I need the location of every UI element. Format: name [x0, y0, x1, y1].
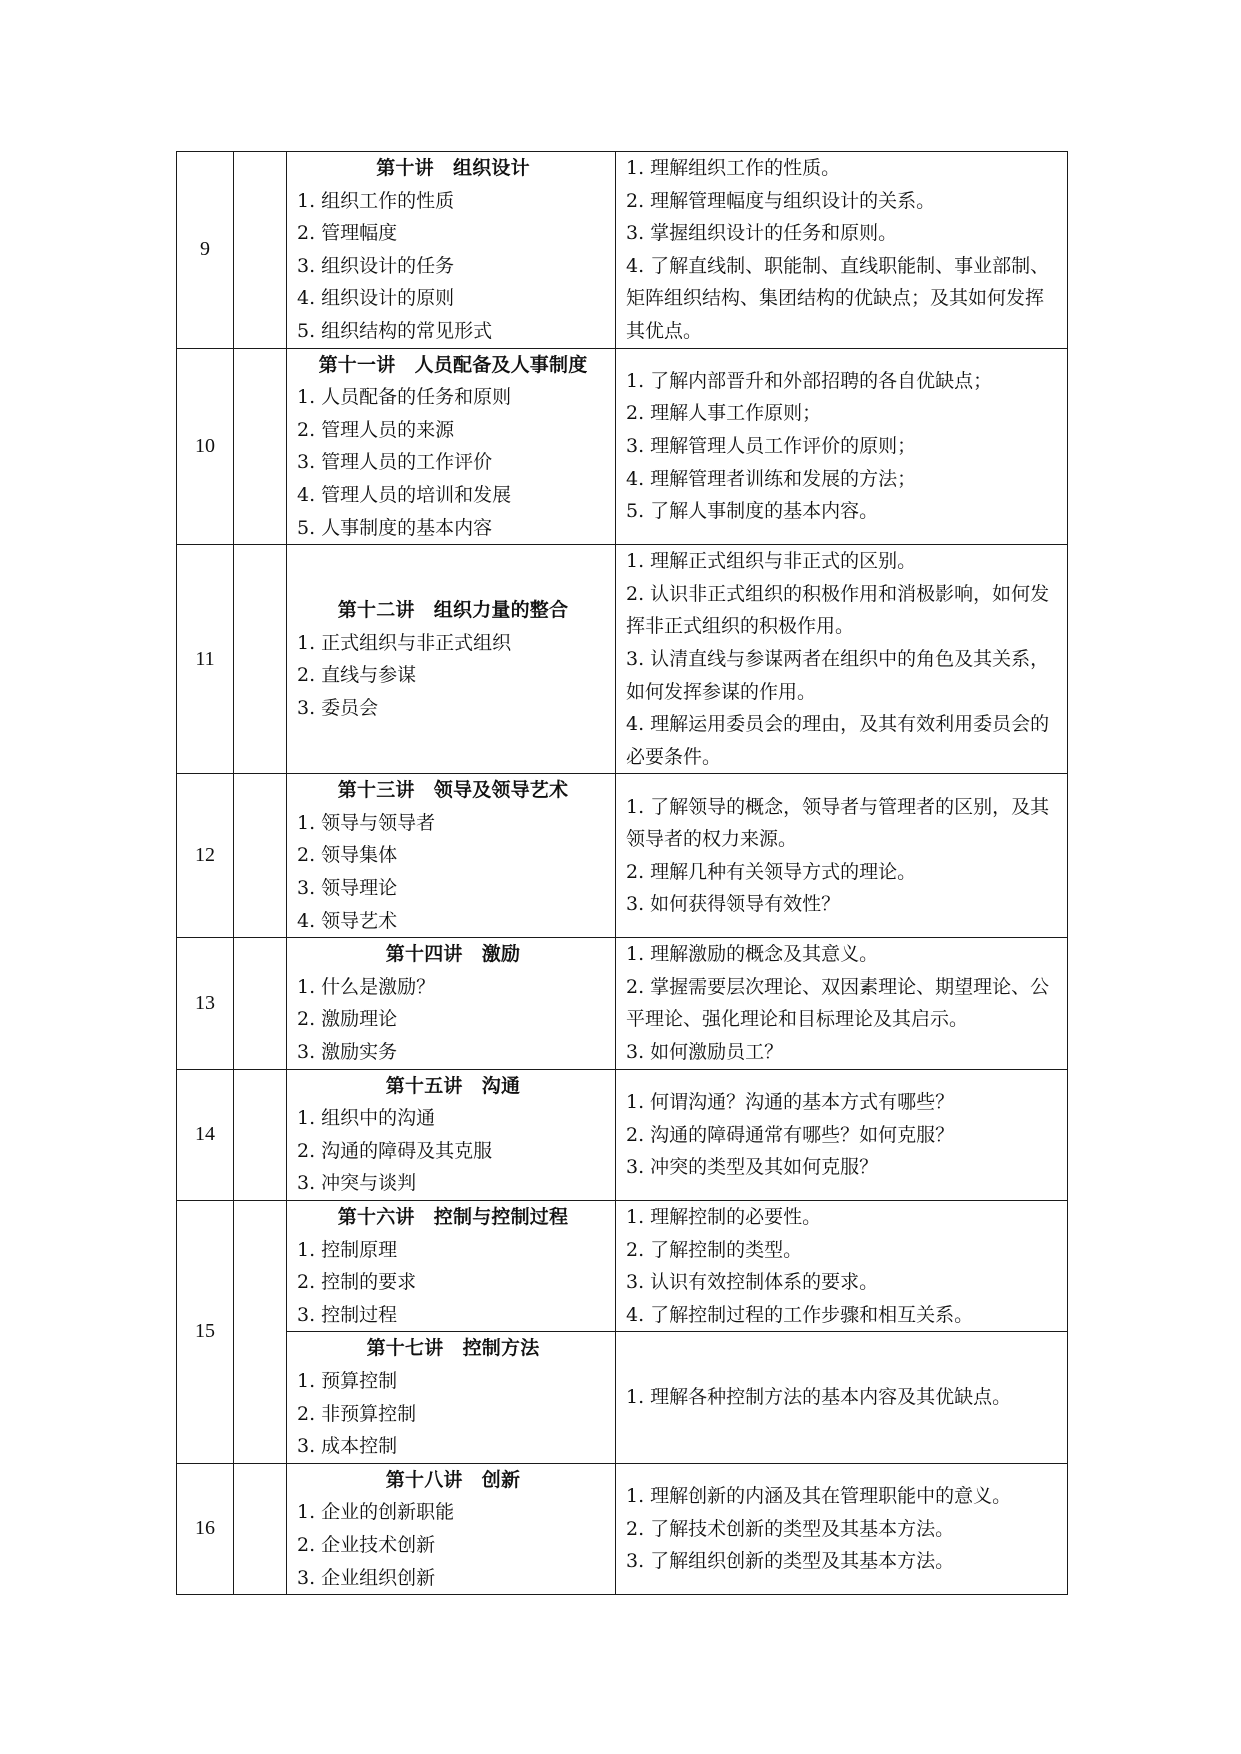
requirements-cell [616, 152, 1068, 349]
empty-cell [234, 1069, 287, 1200]
lecture-title: 第十二讲 组织力量的整合 [337, 599, 569, 622]
lecture-title: 第十八讲 创新 [385, 1468, 521, 1491]
empty-cell [234, 152, 287, 349]
topic-item: 1. 什么是激励？ [297, 975, 436, 998]
requirements-cell [616, 938, 1068, 1069]
week-number-cell: 10 [177, 348, 234, 545]
requirement-item: 3. 冲突的类型及其如何克服？ [626, 1156, 879, 1179]
empty-cell [234, 1201, 287, 1464]
requirement-item: 1. 理解创新的内涵及其在管理职能中的意义。 [626, 1485, 1012, 1508]
requirement-item: 2. 掌握需要层次理论、双因素理论、期望理论、公平理论、强化理论和目标理论及其启示。 [626, 975, 1050, 1031]
lecture-content-cell [287, 774, 616, 938]
requirement-item: 2. 理解人事工作原则； [626, 402, 822, 425]
requirement-item: 2. 了解技术创新的类型及其基本方法。 [626, 1517, 955, 1540]
requirements-cell [616, 774, 1068, 938]
requirement-item: 2. 了解控制的类型。 [626, 1238, 803, 1261]
week-number-cell: 16 [177, 1463, 234, 1594]
requirement-item: 4. 了解控制过程的工作步骤和相互关系。 [626, 1303, 974, 1326]
topic-item: 2. 沟通的障碍及其克服 [297, 1139, 493, 1162]
topic-item: 4. 领导艺术 [297, 909, 398, 932]
lecture-content-cell [287, 1463, 616, 1594]
topic-item: 3. 领导理论 [297, 877, 398, 900]
week-number-cell: 15 [177, 1201, 234, 1464]
topic-item: 1. 人员配备的任务和原则 [297, 386, 512, 409]
empty-cell [234, 545, 287, 774]
lecture-title: 第十四讲 激励 [385, 943, 521, 966]
table-row [177, 545, 1068, 774]
topic-item: 3. 企业组织创新 [297, 1566, 436, 1589]
requirement-item: 3. 掌握组织设计的任务和原则。 [626, 222, 898, 245]
topic-item: 2. 管理人员的来源 [297, 418, 455, 441]
lecture-content-cell [287, 1201, 616, 1332]
topic-item: 3. 管理人员的工作评价 [297, 451, 493, 474]
requirement-item: 1. 理解激励的概念及其意义。 [626, 943, 879, 966]
requirements-cell [616, 545, 1068, 774]
topic-item: 2. 企业技术创新 [297, 1533, 436, 1556]
requirement-item: 3. 如何激励员工？ [626, 1041, 784, 1064]
table-row [177, 1332, 1068, 1463]
topic-item: 3. 委员会 [297, 696, 379, 719]
table-row [177, 1201, 1068, 1332]
requirement-item: 3. 认清直线与参谋两者在组织中的角色及其关系，如何发挥参谋的作用。 [626, 647, 1050, 703]
topic-item: 3. 成本控制 [297, 1435, 398, 1458]
week-number-cell: 11 [177, 545, 234, 774]
lecture-content-cell [287, 1332, 616, 1463]
topic-item: 1. 预算控制 [297, 1369, 398, 1392]
requirement-item: 1. 了解领导的概念，领导者与管理者的区别，及其领导者的权力来源。 [626, 795, 1050, 851]
topic-item: 3. 冲突与谈判 [297, 1172, 417, 1195]
topic-item: 2. 控制的要求 [297, 1271, 417, 1294]
lecture-content-cell [287, 152, 616, 349]
lecture-content-cell [287, 1069, 616, 1200]
empty-cell [234, 348, 287, 545]
requirement-item: 1. 理解各种控制方法的基本内容及其优缺点。 [626, 1386, 1012, 1409]
week-number-cell: 13 [177, 938, 234, 1069]
requirement-item: 3. 如何获得领导有效性？ [626, 893, 841, 916]
empty-cell [234, 774, 287, 938]
lecture-content-cell [287, 348, 616, 545]
table-row [177, 1463, 1068, 1594]
lecture-title: 第十三讲 领导及领导艺术 [337, 779, 569, 802]
requirements-cell [616, 348, 1068, 545]
requirement-item: 4. 了解直线制、职能制、直线职能制、事业部制、矩阵组织结构、集团结构的优缺点；及其如何发挥其优点。 [626, 254, 1050, 342]
requirements-cell [616, 1463, 1068, 1594]
lecture-title: 第十讲 组织设计 [376, 157, 530, 179]
requirement-item: 2. 理解管理幅度与组织设计的关系。 [626, 189, 936, 212]
topic-item: 3. 激励实务 [297, 1041, 398, 1064]
topic-item: 2. 非预算控制 [297, 1402, 417, 1425]
requirement-item: 1. 理解正式组织与非正式的区别。 [626, 550, 917, 573]
syllabus-body [177, 152, 1068, 1595]
topic-item: 1. 控制原理 [297, 1238, 398, 1261]
topic-item: 1. 正式组织与非正式组织 [297, 631, 512, 654]
requirements-cell [616, 1069, 1068, 1200]
topic-item: 2. 直线与参谋 [297, 664, 417, 687]
requirement-item: 2. 理解几种有关领导方式的理论。 [626, 860, 917, 883]
topic-item: 5. 组织结构的常见形式 [297, 319, 493, 342]
topic-item: 4. 组织设计的原则 [297, 287, 455, 310]
requirement-item: 1. 理解控制的必要性。 [626, 1206, 822, 1228]
requirement-item: 3. 了解组织创新的类型及其基本方法。 [626, 1550, 955, 1573]
requirement-item: 3. 理解管理人员工作评价的原则； [626, 435, 917, 458]
requirement-item: 2. 认识非正式组织的积极作用和消极影响，如何发挥非正式组织的积极作用。 [626, 582, 1050, 638]
lecture-content-cell [287, 545, 616, 774]
requirement-item: 2. 沟通的障碍通常有哪些？如何克服？ [626, 1123, 955, 1146]
requirements-cell [616, 1332, 1068, 1463]
topic-item: 3. 组织设计的任务 [297, 254, 455, 277]
lecture-title: 第十五讲 沟通 [385, 1074, 521, 1097]
lecture-content-cell [287, 938, 616, 1069]
topic-item: 1. 领导与领导者 [297, 811, 436, 834]
requirement-item: 1. 何谓沟通？沟通的基本方式有哪些？ [626, 1090, 955, 1113]
table-row [177, 152, 1068, 349]
topic-item: 3. 控制过程 [297, 1303, 398, 1326]
requirement-item: 5. 了解人事制度的基本内容。 [626, 500, 879, 523]
table-row [177, 348, 1068, 545]
table-row [177, 938, 1068, 1069]
topic-item: 1. 组织中的沟通 [297, 1107, 436, 1130]
syllabus-table [176, 151, 1068, 1595]
topic-item: 5. 人事制度的基本内容 [297, 516, 493, 539]
requirement-item: 4. 理解运用委员会的理由，及其有效利用委员会的必要条件。 [626, 713, 1050, 768]
lecture-title: 第十一讲 人员配备及人事制度 [318, 353, 588, 376]
requirements-cell [616, 1201, 1068, 1332]
lecture-title: 第十六讲 控制与控制过程 [337, 1206, 569, 1228]
requirement-item: 1. 了解内部晋升和外部招聘的各自优缺点； [626, 369, 993, 392]
empty-cell [234, 1463, 287, 1594]
week-number-cell: 12 [177, 774, 234, 938]
empty-cell [234, 938, 287, 1069]
topic-item: 4. 管理人员的培训和发展 [297, 483, 512, 506]
requirement-item: 4. 理解管理者训练和发展的方法； [626, 467, 917, 490]
topic-item: 2. 领导集体 [297, 844, 398, 867]
requirement-item: 1. 理解组织工作的性质。 [626, 157, 841, 179]
week-number-cell: 9 [177, 152, 234, 349]
week-number-cell: 14 [177, 1069, 234, 1200]
topic-item: 2. 管理幅度 [297, 222, 398, 245]
table-row [177, 774, 1068, 938]
topic-item: 2. 激励理论 [297, 1008, 398, 1031]
lecture-title: 第十七讲 控制方法 [366, 1337, 540, 1360]
topic-item: 1. 组织工作的性质 [297, 189, 455, 212]
topic-item: 1. 企业的创新职能 [297, 1501, 455, 1524]
table-row [177, 1069, 1068, 1200]
requirement-item: 3. 认识有效控制体系的要求。 [626, 1271, 879, 1294]
